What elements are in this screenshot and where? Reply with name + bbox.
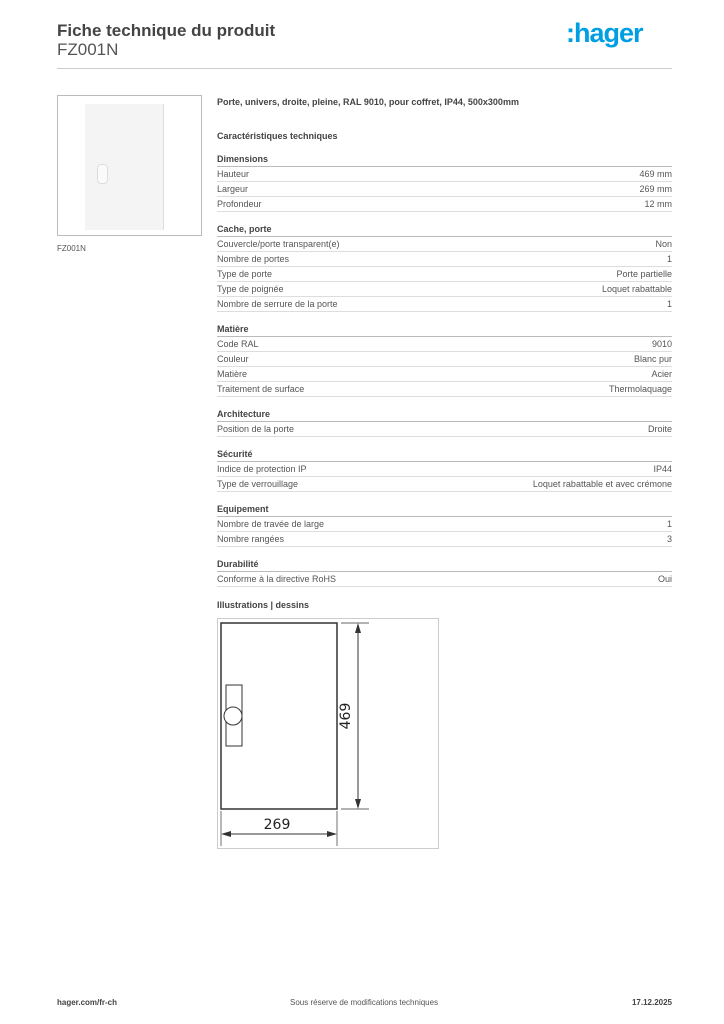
- page-title: Fiche technique du produit: [57, 21, 276, 40]
- table-row: [217, 337, 672, 352]
- image-caption: FZ001N: [57, 244, 86, 253]
- height-label: 469: [338, 702, 354, 730]
- spec-table: [217, 152, 672, 587]
- spec-label: Nombre de serrure de la porte: [217, 299, 338, 309]
- section-heading: Architecture: [217, 407, 672, 422]
- product-description: Porte, univers, droite, pleine, RAL 9010, pour coffret, IP44, 500x300mm: [217, 97, 519, 107]
- spec-label: Matière: [217, 369, 248, 379]
- section-heading: Sécurité: [217, 447, 672, 462]
- drawing-frame: [218, 619, 439, 849]
- table-row: [217, 167, 672, 182]
- spec-value: 9010: [651, 339, 672, 349]
- table-row: [217, 297, 672, 312]
- width-label: 269: [263, 817, 291, 833]
- handle: [97, 164, 108, 184]
- illustrations-heading: Illustrations | dessins: [217, 600, 310, 610]
- table-row: [217, 352, 672, 367]
- table-row: [217, 282, 672, 297]
- section-heading: Matière: [217, 322, 672, 337]
- table-row: [217, 462, 672, 477]
- footer-note: Sous réserve de modifications techniques: [290, 998, 439, 1007]
- spec-value: Porte partielle: [616, 269, 672, 279]
- product-image: [57, 95, 202, 236]
- spec-label: Indice de protection IP: [217, 464, 307, 474]
- section-heading: Equipement: [217, 502, 672, 517]
- spec-value: Non: [655, 239, 672, 249]
- table-row: [217, 382, 672, 397]
- spec-label: Largeur: [217, 184, 249, 194]
- table-row: [217, 237, 672, 252]
- table-row: [217, 367, 672, 382]
- table-row: [217, 532, 672, 547]
- spec-label: Hauteur: [217, 169, 250, 179]
- spec-value: Loquet rabattable et avec crémone: [532, 479, 672, 489]
- product-code: FZ001N: [57, 40, 119, 59]
- table-row: [217, 517, 672, 532]
- spec-value: Blanc pur: [633, 354, 672, 364]
- spec-value: Thermolaquage: [608, 384, 672, 394]
- spec-value: Droite: [647, 424, 672, 434]
- footer-site: hager.com/fr-ch: [57, 998, 118, 1007]
- spec-label: Nombre rangées: [217, 534, 285, 544]
- spec-value: 1: [666, 254, 672, 264]
- spec-label: Couleur: [217, 354, 249, 364]
- spec-label: Conforme à la directive RoHS: [217, 574, 337, 584]
- table-row: [217, 572, 672, 587]
- section-heading: Dimensions: [217, 152, 672, 167]
- table-row: [217, 182, 672, 197]
- spec-value: Loquet rabattable: [601, 284, 672, 294]
- spec-label: Nombre de portes: [217, 254, 290, 264]
- spec-label: Traitement de surface: [217, 384, 305, 394]
- spec-label: Type de verrouillage: [217, 479, 299, 489]
- section-heading: Durabilité: [217, 557, 672, 572]
- table-row: [217, 477, 672, 492]
- footer-date: 17.12.2025: [631, 998, 672, 1007]
- spec-label: Position de la porte: [217, 424, 295, 434]
- spec-label: Type de poignée: [217, 284, 284, 294]
- table-row: [217, 252, 672, 267]
- spec-value: 269 mm: [639, 184, 672, 194]
- spec-value: Oui: [657, 574, 672, 584]
- lock-icon: [224, 707, 242, 725]
- spec-label: Couvercle/porte transparent(e): [217, 239, 340, 249]
- characteristics-heading: Caractéristiques techniques: [217, 131, 338, 141]
- spec-value: 3: [666, 534, 672, 544]
- hager-logo: :hager: [566, 18, 643, 48]
- table-row: [217, 267, 672, 282]
- section-heading: Cache, porte: [217, 222, 672, 237]
- divider: [57, 68, 672, 69]
- spec-label: Nombre de travée de large: [217, 519, 325, 529]
- dimension-drawing: [217, 618, 439, 849]
- spec-value: 12 mm: [644, 199, 672, 209]
- spec-label: Type de porte: [217, 269, 273, 279]
- spec-value: 469 mm: [639, 169, 672, 179]
- table-row: [217, 422, 672, 437]
- spec-value: Acier: [651, 369, 672, 379]
- spec-value: 1: [666, 299, 672, 309]
- table-row: [217, 197, 672, 212]
- door-picture: [85, 104, 164, 230]
- spec-label: Profondeur: [217, 199, 262, 209]
- spec-label: Code RAL: [217, 339, 259, 349]
- spec-value: IP44: [653, 464, 672, 474]
- spec-value: 1: [666, 519, 672, 529]
